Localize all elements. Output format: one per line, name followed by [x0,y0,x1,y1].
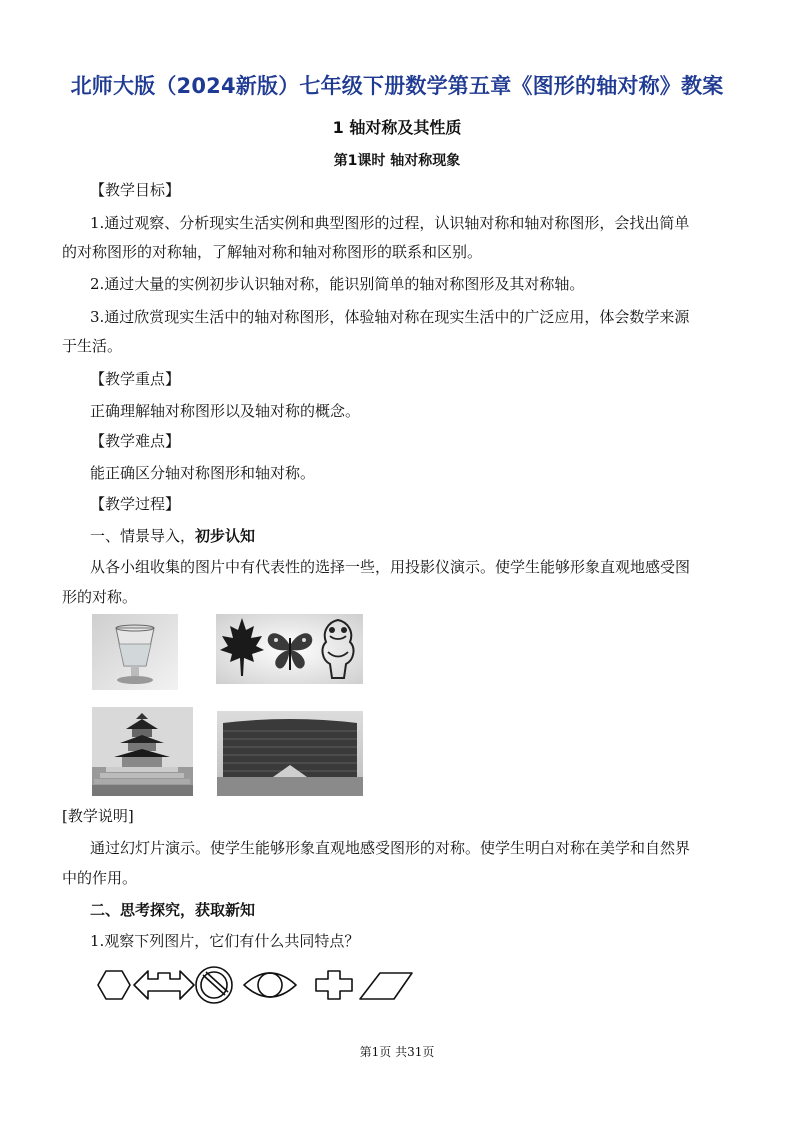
parallelogram-shape [360,973,412,999]
document-title: 北师大版（2024新版）七年级下册数学第五章《图形的轴对称》教案 [70,74,724,98]
process-label: 【教学过程】 [90,495,181,513]
glass-photo [92,614,178,690]
symmetric-shapes-row [90,965,420,1007]
teaching-note-line-1: 通过幻灯片演示。使学生能够形象直观地感受图形的对称。使学生明白对称在美学和自然界 [90,839,691,857]
step-1-line-2: 形的对称。 [62,588,138,606]
step-1-line-1: 从各小组收集的图片中有代表性的选择一些，用投影仪演示。使学生能够形象直观地感受图 [90,558,691,576]
step-1-bold: 初步认知 [195,527,256,545]
double-arrow-shape [134,971,194,999]
cross-shape [316,971,352,999]
teaching-note-line-2: 中的作用。 [62,869,138,887]
great-hall-photo [217,711,363,796]
difficulties-label: 【教学难点】 [90,432,181,450]
lesson-title: 第1课时 轴对称现象 [333,153,461,169]
step-1-heading [90,526,740,546]
difficulties-text: 能正确区分轴对称图形和轴对称。 [90,464,316,482]
teaching-note-label: [教学说明] [62,807,134,825]
eye-shape [244,973,296,997]
goals-label: 【教学目标】 [90,181,181,199]
step-1-prefix: 一、情景导入， [90,527,196,545]
key-points-label: 【教学重点】 [90,370,181,388]
leaf-butterfly-ornament-photo [216,614,363,684]
question-1: 1.观察下列图片，它们有什么共同特点？ [90,932,360,950]
goal-1-line-1: 1.通过观察、分析现实生活实例和典型图形的过程，认识轴对称和轴对称图形，会找出简单 [90,214,690,232]
page-footer: 第1页 共31页 [359,1045,435,1059]
step-2-heading: 二、思考探究，获取新知 [90,901,256,919]
key-points-text: 正确理解轴对称图形以及轴对称的概念。 [90,402,361,420]
section-title: 1 轴对称及其性质 [332,118,462,137]
goal-3-line-1: 3.通过欣赏现实生活中的轴对称图形，体验轴对称在现实生活中的广泛应用，体会数学来源 [90,308,690,326]
no-sign-shape [196,967,232,1003]
goal-1-line-2: 的对称图形的对称轴，了解轴对称和轴对称图形的联系和区别。 [62,243,483,261]
goal-2: 2.通过大量的实例初步认识轴对称，能识别简单的轴对称图形及其对称轴。 [90,275,585,293]
temple-of-heaven-photo [92,707,193,796]
hexagon-shape [98,971,130,999]
goal-3-line-2: 于生活。 [62,337,123,355]
